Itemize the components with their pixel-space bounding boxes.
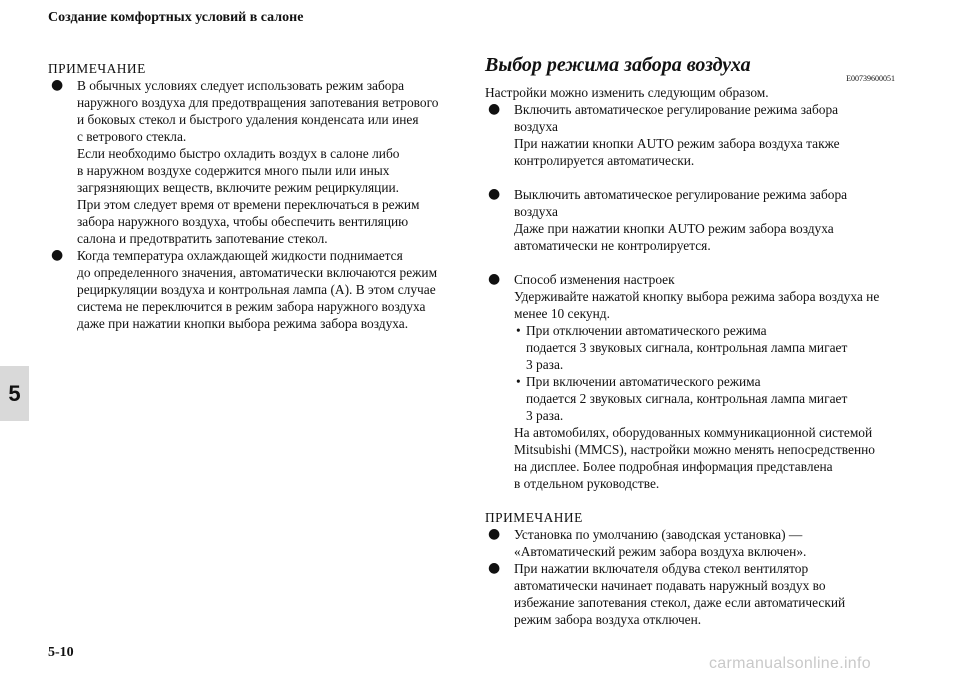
bullet-line: В обычных условиях следует использовать режим забора [77, 78, 405, 93]
sub-item [485, 373, 895, 390]
sub-bullet-icon: • [516, 323, 521, 338]
item-line: При нажатии кнопки AUTO режим забора воздуха также [514, 136, 840, 151]
bullet-icon: ● [488, 101, 501, 117]
item-line: Включить автоматическое регулирование режима забора [514, 102, 839, 117]
bullet-line: рециркуляции воздуха и контрольная лампа (A). В этом случае [77, 282, 436, 297]
mmcs-line: на дисплее. Более подробная информация представлена [514, 459, 833, 474]
sub-item-line: 3 раза. [526, 408, 564, 423]
note-label: ПРИМЕЧАНИЕ [485, 510, 583, 525]
setting-item [485, 271, 895, 322]
item-line: воздуха [514, 119, 558, 134]
bullet-line: забора наружного воздуха, чтобы обеспечить вентиляцию [77, 214, 409, 229]
note-bullet [485, 560, 895, 628]
chapter-tab: 5 [0, 366, 29, 421]
bullet-line: «Автоматический режим забора воздуха включен». [514, 544, 807, 559]
section-title: Выбор режима забора воздуха [485, 54, 751, 76]
item-line: Даже при нажатии кнопки AUTO режим забора воздуха [514, 221, 834, 236]
bullet-line: салона и предотвратить запотевание стекол. [77, 231, 328, 246]
item-line: Способ изменения настроек [514, 272, 675, 287]
bullet-line: Установка по умолчанию (заводская установка) — [514, 527, 803, 542]
item-line: воздуха [514, 204, 558, 219]
bullet-icon: ● [488, 560, 501, 576]
note-bullet [48, 247, 448, 332]
sub-bullet-icon: • [516, 374, 521, 389]
bullet-icon: ● [51, 247, 64, 263]
sub-item [485, 322, 895, 339]
item-line: контролируется автоматически. [514, 153, 695, 168]
watermark: carmanualsonline.info [709, 655, 871, 672]
mmcs-line: Mitsubishi (MMCS), настройки можно менять непосредственно [514, 442, 875, 457]
bullet-line: и боковых стекол и быстрого удаления конденсата или инея [77, 112, 419, 127]
bullet-line: избежание запотевания стекол, даже если автоматический [514, 595, 846, 610]
sub-item-head: При отключении автоматического режима [526, 323, 767, 338]
bullet-icon: ● [488, 526, 501, 542]
sub-item-head: При включении автоматического режима [526, 374, 761, 389]
bullet-line: При нажатии включателя обдува стекол вентилятор [514, 561, 809, 576]
setting-item [485, 101, 895, 169]
bullet-line: автоматически начинает подавать наружный воздух во [514, 578, 826, 593]
note-label: ПРИМЕЧАНИЕ [48, 61, 146, 76]
section-code: E00739600051 [846, 74, 895, 83]
item-line: автоматически не контролируется. [514, 238, 711, 253]
bullet-line: с ветрового стекла. [77, 129, 187, 144]
bullet-icon: ● [488, 186, 501, 202]
bullet-line: до определенного значения, автоматически включаются режим [77, 265, 438, 280]
sub-item-line: подается 3 звуковых сигнала, контрольная лампа мигает [526, 340, 848, 355]
sub-item-line: 3 раза. [526, 357, 564, 372]
bullet-icon: ● [488, 271, 501, 287]
bullet-line: Когда температура охлаждающей жидкости поднимается [77, 248, 403, 263]
bullet-line: режим забора воздуха отключен. [514, 612, 702, 627]
intro-text: Настройки можно изменить следующим образом. [485, 85, 769, 100]
bullet-line: Если необходимо быстро охладить воздух в салоне либо [77, 146, 400, 161]
right-column [485, 53, 895, 628]
bullet-line: наружного воздуха для предотвращения запотевания ветрового [77, 95, 439, 110]
page-header: Создание комфортных условий в салоне [48, 10, 304, 25]
item-line: Выключить автоматическое регулирование режима забора [514, 187, 848, 202]
bullet-line: система не переключится в режим забора наружного воздуха [77, 299, 426, 314]
bullet-icon: ● [51, 77, 64, 93]
item-line: Удерживайте нажатой кнопку выбора режима забора воздуха не [514, 289, 880, 304]
bullet-line: При этом следует время от времени переключаться в режим [77, 197, 420, 212]
mmcs-line: На автомобилях, оборудованных коммуникационной системой [514, 425, 873, 440]
sub-item-line: подается 2 звуковых сигнала, контрольная лампа мигает [526, 391, 848, 406]
left-column [48, 60, 448, 332]
setting-item [485, 186, 895, 254]
bullet-line: загрязняющих веществ, включите режим рециркуляции. [77, 180, 400, 195]
note-bullet [48, 77, 448, 247]
bullet-line: даже при нажатии кнопки выбора режима забора воздуха. [77, 316, 409, 331]
note-bullet [485, 526, 895, 560]
item-line: менее 10 секунд. [514, 306, 610, 321]
page-number: 5-10 [48, 645, 74, 660]
bullet-line: в наружном воздухе содержится много пыли или иных [77, 163, 390, 178]
mmcs-line: в отдельном руководстве. [514, 476, 660, 491]
